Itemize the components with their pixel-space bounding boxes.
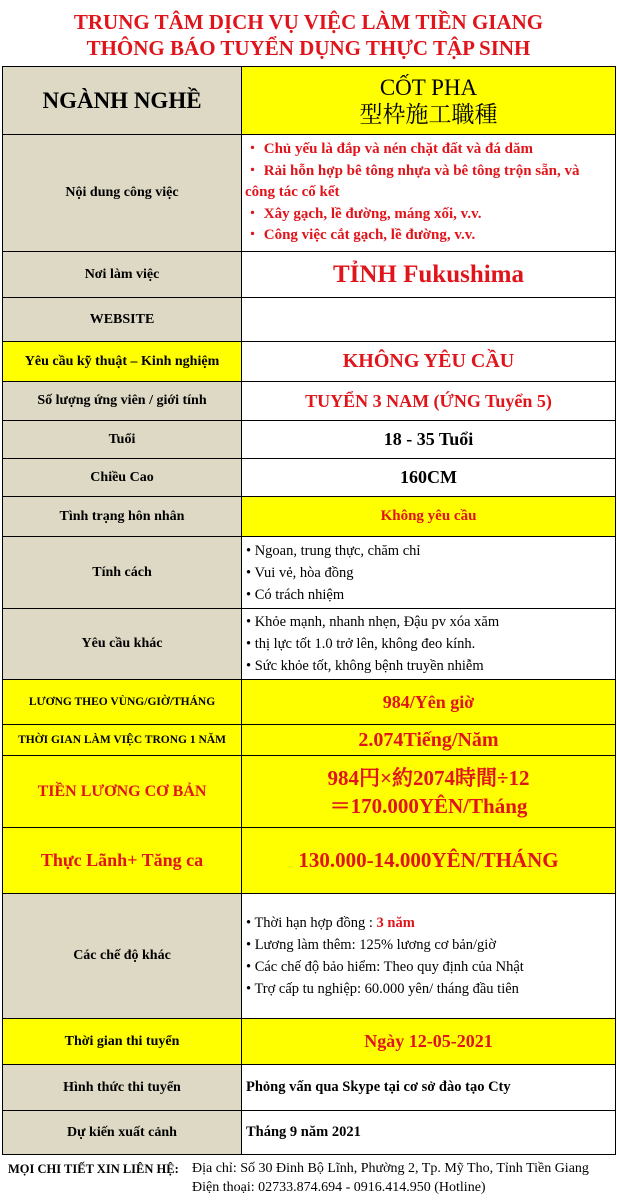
noi-dung-item: ・ Rải hỗn hợp bê tông nhựa và bê tông trộn sẵn, và công tác cố kết [245,162,580,201]
row-noi-lam-viec [3,252,616,298]
contract-value: 3 năm [376,915,415,931]
luong-co-ban-line-2: ＝170.000YÊN/Tháng [329,793,528,818]
contact-address: Địa chỉ: Số 30 Đinh Bộ Lĩnh, Phường 2, Tp. Mỹ Tho, Tỉnh Tiền Giang [192,1161,589,1176]
label-thuc-lanh: Thực Lãnh+ Tăng ca [3,828,242,894]
row-chieu-cao [3,459,616,497]
label-so-luong: Số lượng ứng viên / giới tính [3,382,242,421]
label-website: WEBSITE [3,298,242,342]
row-yeu-cau-khac [3,609,616,680]
yeu-cau-khac-item: • thị lực tốt 1.0 trở lên, không đeo kính. [246,636,476,652]
che-do-khac-list [242,910,615,1002]
yeu-cau-khac-list [242,609,615,679]
row-thoi-gian-thi [3,1019,616,1065]
value-thuc-lanh: 130.000-14.000YÊN/THÁNG [242,828,616,894]
value-nganh-nghe-vi: CỐT PHA [379,74,478,100]
row-tuoi [3,421,616,459]
noi-dung-item: ・ Công việc cắt gạch, lề đường, v.v. [245,227,476,244]
value-luong-co-ban [242,756,616,828]
contact-details [192,1159,589,1197]
row-thuc-lanh [3,828,616,894]
tinh-cach-item: • Ngoan, trung thực, chăm chỉ [246,542,421,559]
row-thoi-gian-lam [3,725,616,756]
value-nganh-nghe [242,67,616,135]
row-yeu-cau-ky-thuat [3,342,616,382]
recruitment-table [2,66,616,1155]
che-do-item: • Các chế độ bảo hiểm: Theo quy định của Nhật [246,959,524,975]
value-noi-lam-viec: TỈNH Fukushima [242,252,616,298]
label-tuoi: Tuổi [3,421,242,459]
contact-footer [0,1154,617,1200]
label-hon-nhan: Tình trạng hôn nhân [3,497,242,537]
contact-phone: Điện thoại: 02733.874.694 - 0916.414.950 (Hotline) [192,1180,486,1195]
value-tuoi: 18 - 35 Tuổi [242,421,616,459]
tinh-cach-list [242,538,615,608]
label-noi-dung: Nội dung công việc [3,135,242,252]
page-header [0,0,617,66]
row-nganh-nghe [3,67,616,135]
row-che-do-khac [3,894,616,1019]
label-thoi-gian-thi: Thời gian thi tuyển [3,1019,242,1065]
label-thoi-gian-lam: THỜI GIAN LÀM VIỆC TRONG 1 NĂM [3,725,242,756]
value-yeu-cau-khac [242,609,616,680]
row-hinh-thuc-thi [3,1065,616,1111]
row-so-luong [3,382,616,421]
label-luong-vung: LƯƠNG THEO VÙNG/GIỜ/THÁNG [3,680,242,725]
header-line-2: THÔNG BÁO TUYỂN DỤNG THỰC TẬP SINH [86,36,531,60]
value-xuat-canh: Tháng 9 năm 2021 [242,1111,616,1155]
label-che-do-khac: Các chế độ khác [3,894,242,1019]
row-hon-nhan [3,497,616,537]
row-luong-vung [3,680,616,725]
label-yeu-cau-khac: Yêu cầu khác [3,609,242,680]
value-che-do-khac [242,894,616,1019]
value-thoi-gian-thi: Ngày 12-05-2021 [242,1019,616,1065]
tinh-cach-item: • Vui vẻ, hòa đồng [246,564,354,581]
value-so-luong: TUYỂN 3 NAM (ỨNG Tuyển 5) [242,382,616,421]
contract-prefix: • Thời hạn hợp đồng : [246,915,377,931]
yeu-cau-khac-item: • Khỏe mạnh, nhanh nhẹn, Đậu pv xóa xăm [246,614,500,630]
row-noi-dung [3,135,616,252]
tinh-cach-item: • Có trách nhiệm [246,586,345,603]
label-yeu-cau-ky-thuat: Yêu cầu kỹ thuật – Kinh nghiệm [3,342,242,382]
label-chieu-cao: Chiều Cao [3,459,242,497]
label-nganh-nghe: NGÀNH NGHỀ [3,67,242,135]
value-hinh-thuc-thi: Phỏng vấn qua Skype tại cơ sở đào tạo Cty [242,1065,616,1111]
value-chieu-cao: 160CM [242,459,616,497]
row-xuat-canh [3,1111,616,1155]
noi-dung-item: ・ Chủ yếu là đắp và nén chặt đất và đá dăm [245,141,533,158]
che-do-contract [246,912,611,934]
noi-dung-item: ・ Xây gạch, lề đường, máng xối, v.v. [245,205,482,222]
value-nganh-nghe-jp: 型枠施工職種 [359,101,498,127]
value-thoi-gian-lam: 2.074Tiếng/Năm [242,725,616,756]
che-do-item: • Lương làm thêm: 125% lương cơ bản/giờ [246,937,496,953]
che-do-item: • Trợ cấp tu nghiệp: 60.000 yên/ tháng đầu tiên [246,981,519,997]
value-hon-nhan: Không yêu cầu [242,497,616,537]
yeu-cau-khac-item: • Sức khỏe tốt, không bệnh truyền nhiễm [246,658,484,674]
header-line-1: TRUNG TÂM DỊCH VỤ VIỆC LÀM TIỀN GIANG [73,10,544,34]
label-tinh-cach: Tính cách [3,537,242,609]
value-luong-vung: 984/Yên giờ [242,680,616,725]
row-tinh-cach [3,537,616,609]
contact-label: MỌI CHI TIẾT XIN LIÊN HỆ: [8,1162,179,1176]
value-yeu-cau-ky-thuat: KHÔNG YÊU CẦU [242,342,616,382]
row-luong-co-ban [3,756,616,828]
value-noi-dung [242,135,616,252]
label-luong-co-ban: TIỀN LƯƠNG CƠ BẢN [3,756,242,828]
label-xuat-canh: Dự kiến xuất cảnh [3,1111,242,1155]
label-noi-lam-viec: Nơi làm việc [3,252,242,298]
luong-co-ban-line-1: 984円×約2074時間÷12 [327,765,530,790]
label-hinh-thuc-thi: Hình thức thi tuyển [3,1065,242,1111]
row-website [3,298,616,342]
value-tinh-cach [242,537,616,609]
value-website [242,298,616,342]
noi-dung-list [242,137,615,249]
